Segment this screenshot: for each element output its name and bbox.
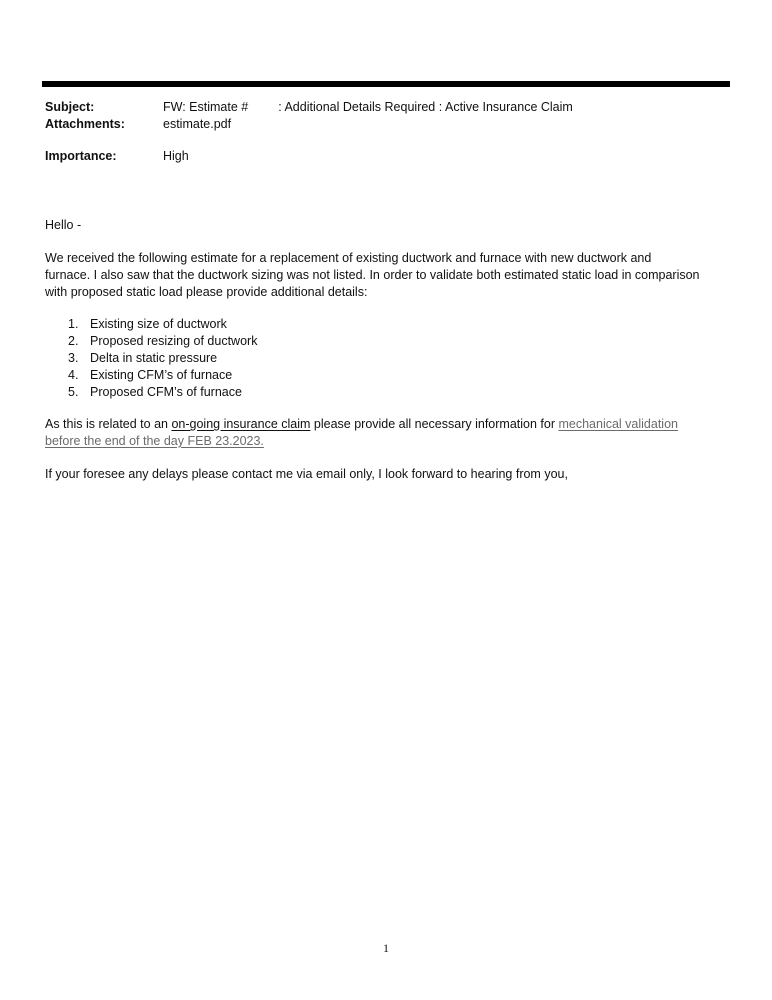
list-number: 2. <box>68 334 79 348</box>
list-number: 1. <box>68 317 79 331</box>
list-item <box>68 384 725 401</box>
attachment-file[interactable]: estimate.pdf <box>163 117 232 131</box>
closing-line: If your foresee any delays please contact me via email only, I look forward to hearing from you, <box>45 467 568 481</box>
list-item <box>68 350 725 367</box>
deadline-link[interactable]: before the end of the day FEB 23.2023. <box>45 434 264 448</box>
details-list <box>45 316 725 401</box>
request-line: We received the following estimate for a replacement of existing ductwork and furnace with new ductwork and <box>45 251 652 265</box>
header-rule <box>42 81 730 87</box>
request-line: furnace. I also saw that the ductwork sizing was not listed. In order to validate both estimated static load in comparison <box>45 268 700 282</box>
list-number: 4. <box>68 368 79 382</box>
list-number: 3. <box>68 351 79 365</box>
list-item <box>68 333 725 350</box>
attachments-label: Attachments: <box>45 117 125 131</box>
list-text: Existing CFM’s of furnace <box>90 368 233 382</box>
claim-prefix: As this is related to an <box>45 417 172 431</box>
insurance-claim-link[interactable]: on-going insurance claim <box>171 417 311 431</box>
list-item <box>68 367 725 384</box>
list-text: Existing size of ductwork <box>90 317 227 331</box>
page-number: 1 <box>383 941 389 955</box>
request-line: with proposed static load please provide additional details: <box>45 285 368 299</box>
attachments-row <box>45 116 705 133</box>
list-text: Proposed CFM’s of furnace <box>90 385 242 399</box>
greeting: Hello - <box>45 218 82 232</box>
claim-line-1 <box>45 416 725 433</box>
list-text: Proposed resizing of ductwork <box>90 334 258 348</box>
list-item <box>68 316 725 333</box>
email-body <box>45 217 725 483</box>
importance-label: Importance: <box>45 149 117 163</box>
subject-row <box>45 99 705 116</box>
mechanical-validation-link[interactable]: mechanical validation <box>558 417 678 431</box>
claim-line-2 <box>45 433 725 450</box>
list-text: Delta in static pressure <box>90 351 218 365</box>
subject-prefix: FW: Estimate # <box>163 100 249 114</box>
subject-label: Subject: <box>45 100 95 114</box>
claim-paragraph <box>45 416 725 450</box>
list-number: 5. <box>68 385 79 399</box>
redacted-estimate-number <box>248 99 278 116</box>
subject-suffix: : Additional Details Required : Active Insurance Claim <box>278 100 573 114</box>
importance-value: High <box>163 149 189 163</box>
claim-middle: please provide all necessary information for <box>310 417 559 431</box>
importance-row <box>45 148 705 165</box>
email-header <box>45 99 705 165</box>
request-paragraph <box>45 250 725 301</box>
subject-value <box>163 99 573 116</box>
